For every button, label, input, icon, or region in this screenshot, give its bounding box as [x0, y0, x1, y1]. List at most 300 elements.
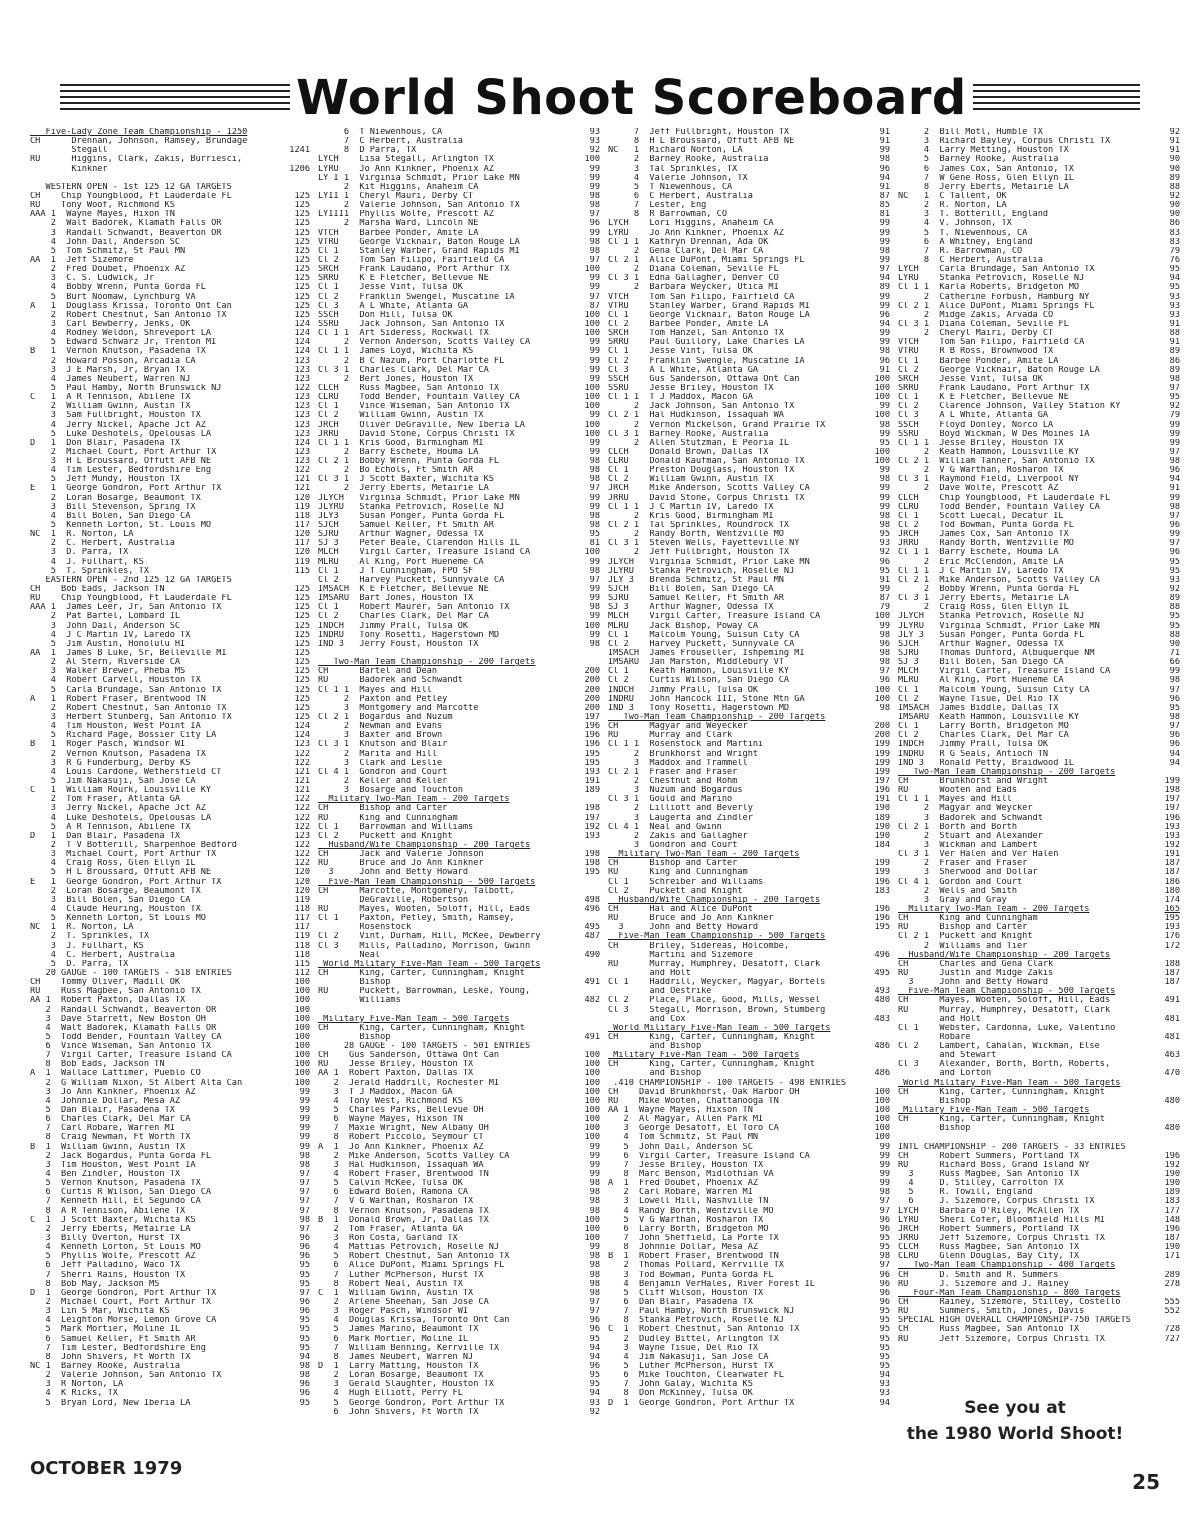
result-line: [30, 375, 310, 384]
score: 100: [874, 1087, 890, 1097]
result-line: [30, 1179, 310, 1188]
score: 98: [879, 420, 890, 430]
entry-text: 3 Billy Overton, Hurst TX: [30, 1234, 181, 1244]
score: 197: [584, 813, 600, 823]
result-line: [318, 978, 600, 987]
result-line: [30, 795, 310, 804]
result-line: [898, 969, 1180, 978]
entry-text: C 1 A R Tennison, Abilene TX: [30, 393, 191, 403]
score: 100: [584, 548, 600, 558]
entry-text: 5 Todd Bender, Fountain Valley CA: [30, 1032, 222, 1042]
entry-text: 3 Herbert Stunberg, San Antonio TX: [30, 713, 232, 722]
score: 117: [294, 923, 310, 933]
result-line: [318, 347, 600, 356]
score: 92: [879, 548, 890, 558]
score: 87: [589, 301, 600, 311]
entry-text: Martini and Sizemore: [608, 950, 753, 960]
result-line: [318, 1124, 600, 1133]
result-line: [318, 713, 600, 722]
score: 98: [589, 1197, 600, 1207]
score: 96: [299, 1298, 310, 1307]
result-line: [898, 823, 1180, 832]
entry-text: Military Two-Man Team - 200 Targets: [318, 795, 510, 805]
score: 124: [294, 347, 310, 357]
entry-text: and Cox: [608, 1014, 686, 1024]
result-line: [608, 969, 890, 978]
score: 186: [1164, 877, 1180, 887]
score: 122: [294, 822, 310, 832]
score: 118: [294, 904, 310, 914]
result-line: [608, 247, 890, 256]
score: 120: [294, 530, 310, 540]
entry-text: C 1 Robert Chestnut, San Antonio TX: [608, 1325, 800, 1335]
score: 99: [589, 164, 600, 174]
result-line: [30, 1225, 310, 1234]
result-line: [608, 759, 890, 768]
entry-text: 4 Benjamin VerHales, River Forest IL: [608, 1279, 815, 1289]
entry-text: 3 Dave Starrett, New Boston OH: [30, 1014, 206, 1024]
entry-text: Cl 1 Jesse Vint, Tulsa OK: [608, 347, 753, 357]
result-line: [608, 146, 890, 155]
result-line: [898, 265, 1180, 274]
result-line: [898, 375, 1180, 384]
entry-text: 5 Kenneth Lorton, St. Louis MO: [30, 521, 212, 531]
result-line: [318, 1143, 600, 1152]
score: 95: [589, 1380, 600, 1390]
score: 100: [874, 411, 890, 421]
score: [284, 128, 310, 137]
result-line: [30, 238, 310, 247]
score: 96: [879, 1224, 890, 1234]
score: 99: [589, 1243, 600, 1253]
score: 97: [589, 1298, 600, 1307]
score: 125: [294, 191, 310, 201]
score: 187: [1164, 859, 1180, 869]
score: 555: [1164, 1298, 1180, 1307]
score: 125: [294, 658, 310, 668]
score: 193: [584, 831, 600, 841]
entry-text: JLYRU Stanka Petrovich, Roselle NJ: [318, 502, 505, 512]
result-line: [30, 969, 310, 978]
score: 122: [294, 840, 310, 850]
score: 96: [879, 1215, 890, 1225]
entry-text: 3 Tod Bowman, Punta Gorda FL: [608, 1270, 774, 1280]
result-line: [30, 1353, 310, 1362]
score: 482: [584, 996, 600, 1006]
score: 123: [294, 411, 310, 421]
result-line: [898, 1307, 1180, 1316]
result-line: [318, 1335, 600, 1344]
score: [1154, 1088, 1180, 1097]
score: 193: [1164, 831, 1180, 841]
score: 83: [1169, 228, 1180, 238]
result-line: [318, 375, 600, 384]
entry-text: 3 Roger Pasch, Windsor WI: [318, 1307, 469, 1317]
entry-text: CLCH Russ Magbee, San Antonio TX: [898, 1243, 1080, 1253]
section-heading: [898, 1079, 1180, 1088]
result-line: [318, 1252, 600, 1261]
entry-text: 5 D. Parra, TX: [30, 959, 129, 969]
score: 97: [299, 1188, 310, 1198]
score: [864, 1051, 890, 1060]
result-line: [318, 548, 600, 557]
result-line: [608, 201, 890, 210]
score: 100: [584, 1124, 600, 1134]
entry-text: 3 John Dail, Anderson SC: [30, 621, 181, 631]
result-line: [30, 722, 310, 731]
score: 99: [589, 594, 600, 604]
entry-text: CH Bishop and Carter: [608, 859, 738, 869]
score: 125: [294, 301, 310, 311]
result-line: [30, 1051, 310, 1060]
entry-text: RU Chip Youngblood, Ft Lauderdale FL: [30, 594, 232, 604]
score: 87: [879, 191, 890, 201]
score: 123: [294, 447, 310, 457]
result-line: [898, 1133, 1180, 1142]
result-line: [30, 1015, 310, 1024]
score: 200: [874, 722, 890, 732]
score: 99: [879, 329, 890, 339]
result-line: [30, 649, 310, 658]
entry-text: RU Higgins, Clark, Zakis, Burriesci,: [30, 155, 243, 165]
score: 95: [1169, 612, 1180, 622]
score: 99: [589, 374, 600, 384]
score: 99: [589, 182, 600, 192]
entry-text: CH Rainey, Sizemore, Stilley, Costello: [898, 1298, 1121, 1307]
result-line: [30, 1079, 310, 1088]
score: 93: [1169, 292, 1180, 302]
result-line: [608, 987, 890, 996]
score: 196: [874, 904, 890, 914]
result-line: [608, 777, 890, 786]
entry-text: 2 R. Norton, LA: [898, 201, 1007, 211]
entry-text: 2 Fred Doubet, Phoenix AZ: [30, 265, 186, 275]
result-line: [608, 430, 890, 439]
result-line: [608, 1088, 890, 1097]
entry-text: 2 Vernon Knutson, Pasadena TX: [30, 749, 206, 759]
result-line: [608, 347, 890, 356]
score: 124: [294, 319, 310, 329]
entry-text: Cl 3 Stegall, Morrison, Brown, Stumberg: [608, 1005, 826, 1015]
result-line: [30, 137, 310, 146]
result-line: [608, 960, 890, 969]
score: 97: [1169, 539, 1180, 549]
score: 97: [1169, 447, 1180, 457]
result-line: [608, 905, 890, 914]
entry-text: 3 George Desatoff, El Toro CA: [608, 1124, 779, 1134]
score: 99: [299, 1096, 310, 1106]
entry-text: 4 Bill Bolen, San Diego CA: [30, 511, 191, 521]
score: 96: [299, 1307, 310, 1317]
score: 100: [584, 1224, 600, 1234]
entry-text: INDRU Tony Rosetti, Hagerstown MD: [318, 630, 500, 640]
result-line: [608, 448, 890, 457]
result-line: [318, 393, 600, 402]
score: 95: [879, 566, 890, 576]
result-line: [608, 384, 890, 393]
entry-text: 5 James Marino, Beaumont TX: [318, 1325, 479, 1335]
result-line: [318, 302, 600, 311]
result-line: [898, 1033, 1180, 1042]
score: 98: [589, 1270, 600, 1280]
score: 123: [294, 457, 310, 467]
entry-text: 2 Jack Bogardus, Punta Gorda FL: [30, 1151, 212, 1161]
result-line: [30, 421, 310, 430]
score: 100: [584, 329, 600, 339]
result-line: [318, 174, 600, 183]
entry-text: 2 Paxton and Petley: [318, 694, 448, 704]
result-line: [898, 210, 1180, 219]
entry-text: 5 John Dail, Anderson SC: [608, 1142, 753, 1152]
result-line: [898, 247, 1180, 256]
result-line: [318, 146, 600, 155]
entry-text: 3 Jerry Nickel, Apache Jct AZ: [30, 804, 206, 814]
entry-text: AA 1 Jeff Sizemore: [30, 255, 134, 265]
entry-text: VTCH Tom San Filipo, Fairfield CA: [608, 292, 795, 302]
result-line: [318, 466, 600, 475]
entry-text: 7 Virgil Carter, Treasure Island CA: [30, 1051, 232, 1061]
entry-text: SJ 3 Arthur Wagner, Odessa TX: [608, 603, 774, 613]
score: [1154, 1115, 1180, 1124]
section-heading: [30, 128, 310, 137]
section-heading: [318, 960, 600, 969]
result-line: [318, 1261, 600, 1270]
score: 79: [879, 603, 890, 613]
entry-text: LYRU Sheri Cofer, Bloomfield Hills MI: [898, 1215, 1105, 1225]
entry-text: CH Mayes, Wooten, Soloff, Hill, Eads: [898, 996, 1111, 1006]
entry-text: VTCH Barbee Ponder, Amite LA: [318, 228, 479, 238]
entry-text: 7 Lester, Eng: [608, 201, 707, 211]
score: 123: [294, 429, 310, 439]
entry-text: E 1 George Gondron, Port Arthur TX: [30, 877, 222, 887]
score: 99: [589, 612, 600, 622]
score: 91: [1169, 137, 1180, 147]
score: 88: [1169, 182, 1180, 192]
score: 96: [1169, 466, 1180, 476]
score: 463: [1164, 1051, 1180, 1061]
score: 96: [1169, 548, 1180, 558]
entry-text: 5 Vernon Knutson, Pasadena TX: [30, 1179, 201, 1189]
entry-text: D 1 Don Blair, Pasadena TX: [30, 438, 181, 448]
score: 99: [879, 301, 890, 311]
result-line: [30, 1380, 310, 1389]
score: 95: [299, 1270, 310, 1280]
result-line: [30, 1271, 310, 1280]
entry-text: Cl 3 1 Raymond Field, Liverpool NY: [898, 475, 1080, 485]
result-line: [898, 155, 1180, 164]
result-line: [898, 1252, 1180, 1261]
result-line: [898, 238, 1180, 247]
result-line: [318, 421, 600, 430]
result-line: [608, 411, 890, 420]
entry-text: MLRU Jack Bishop, Poway CA: [608, 621, 759, 631]
result-line: [608, 676, 890, 685]
result-line: [30, 1335, 310, 1344]
result-line: [30, 923, 310, 932]
result-line: [318, 128, 600, 137]
score: 120: [294, 868, 310, 878]
result-line: [608, 585, 890, 594]
result-line: [30, 667, 310, 676]
result-line: [898, 1188, 1180, 1197]
score: 123: [294, 402, 310, 412]
result-line: [30, 786, 310, 795]
score: 91: [879, 575, 890, 585]
entry-text: Cl 1 1 James Loyd, Wichita KS: [318, 347, 474, 357]
score: 278: [1164, 1279, 1180, 1289]
score: 96: [879, 557, 890, 567]
entry-text: 4 John Dail, Anderson SC: [30, 237, 181, 247]
entry-text: Cl 1 Malcolm Young, Suisun City CA: [608, 630, 800, 640]
score: 89: [1169, 173, 1180, 183]
entry-text: 6 J. Sizemore, Corpus Christi TX: [898, 1197, 1095, 1207]
score: 99: [879, 621, 890, 631]
result-line: [318, 1408, 600, 1417]
score: 199: [874, 859, 890, 869]
entry-text: Cl 1 J T Cunningham, FPO SF: [318, 566, 474, 576]
result-line: [318, 155, 600, 164]
entry-text: 2 G William Nixon, St Albert Alta Can: [30, 1078, 243, 1088]
entry-text: INDCH Jimmy Prall, Tulsa OK: [608, 685, 759, 695]
result-line: [608, 402, 890, 411]
score: 97: [299, 1224, 310, 1234]
entry-text: 4 Luke Deshotels, Opelousas LA: [30, 813, 212, 823]
result-line: [30, 210, 310, 219]
score: 98: [589, 566, 600, 576]
entry-text: Cl 2 Barbee Ponder, Amite LA: [608, 319, 769, 329]
entry-text: B 1 Vernon Knutson, Pasadena TX: [30, 347, 206, 357]
result-line: [30, 430, 310, 439]
result-line: [318, 293, 600, 302]
entry-text: SJRU Thomas Dunford, Albuquerque NM: [898, 649, 1095, 659]
entry-text: 5 Luther McPherson, Hurst TX: [608, 1361, 774, 1371]
result-line: [318, 722, 600, 731]
entry-text: JLYRU Stanka Petrovich, Roselle NJ: [608, 566, 795, 576]
score: 198: [584, 859, 600, 869]
result-line: [30, 393, 310, 402]
score: 196: [1164, 1151, 1180, 1161]
score: 97: [589, 484, 600, 494]
entry-text: CH King, Carter, Cunningham, Knight: [898, 1115, 1105, 1125]
entry-text: Cl 2 1 Bobby Wrenn, Punta Gorda FL: [318, 457, 500, 467]
result-line: [898, 137, 1180, 146]
result-line: [898, 411, 1180, 420]
entry-text: 4 K Ricks, TX: [30, 1389, 118, 1399]
score: [574, 942, 600, 951]
entry-text: LYRU Stanka Petrovich, Roselle NJ: [898, 274, 1085, 284]
result-line: [898, 750, 1180, 759]
entry-text: Cl 2 William Gwinn, Austin TX: [608, 475, 774, 485]
score: [1154, 987, 1180, 996]
result-line: [608, 1380, 890, 1389]
entry-text: 2 Midge Zakis, Arvada CO: [898, 310, 1054, 320]
score: [284, 174, 310, 183]
result-line: [608, 996, 890, 1005]
result-line: [608, 174, 890, 183]
score: 195: [1164, 914, 1180, 924]
score: 95: [1169, 621, 1180, 631]
score: 94: [879, 274, 890, 284]
entry-text: 6 A Whitney, England: [898, 237, 1033, 247]
entry-text: 2 Catherine Forbush, Hamburg NY: [898, 292, 1090, 302]
result-line: [898, 722, 1180, 731]
result-line: [318, 576, 600, 585]
entry-text: JRRU Randy Borth, Wentzville MO: [898, 539, 1074, 549]
score: 120: [294, 886, 310, 896]
result-line: [30, 987, 310, 996]
entry-text: EASTERN OPEN - 2nd 125 12 GA TARGETS: [30, 575, 232, 585]
result-line: [318, 951, 600, 960]
score: 93: [589, 137, 600, 147]
entry-text: AA 1 Robert Paxton, Dallas TX: [318, 1069, 474, 1079]
result-line: [608, 1225, 890, 1234]
entry-text: Stegall: [30, 146, 108, 156]
entry-text: 6 T Niewenhous, CA: [318, 128, 443, 137]
result-line: [898, 649, 1180, 658]
score: 99: [879, 429, 890, 439]
entry-text: Cl 4 1 Gondron and Court: [318, 767, 448, 777]
score: 98: [589, 246, 600, 256]
entry-text: 2 Keller and Keller: [318, 776, 448, 786]
entry-text: 3 Sam Fullbright, Houston TX: [30, 411, 201, 421]
entry-text: 6 Samuel Keller, Ft Smith AR: [30, 1334, 196, 1344]
result-line: [608, 841, 890, 850]
result-line: [898, 832, 1180, 841]
score: 100: [584, 1234, 600, 1244]
section-heading: [898, 987, 1180, 996]
entry-text: 6 Dan Blair, Pasadena TX: [608, 1298, 753, 1307]
result-line: [898, 814, 1180, 823]
entry-text: 8 Jerry Eberts, Metairie LA: [898, 182, 1069, 192]
score: 148: [1164, 1215, 1180, 1225]
score: 94: [879, 1371, 890, 1381]
score: 727: [1164, 1334, 1180, 1344]
result-line: [318, 585, 600, 594]
entry-text: RU Badorek and Schwandt: [318, 676, 463, 686]
result-line: [30, 1325, 310, 1334]
entry-text: 6 Wayne Mayes, Hixson TN: [318, 1115, 463, 1125]
score: 100: [874, 1133, 890, 1143]
result-line: [898, 1298, 1180, 1307]
section-heading: [608, 850, 890, 859]
entry-text: Cl 2 Clarence Johnson, Valley Station KY: [898, 402, 1121, 412]
entry-text: 2 Cheryl Mairi, Derby CT: [898, 329, 1054, 339]
entry-text: CH King, Carter, Cunningham, Knight: [608, 1060, 815, 1070]
score: [574, 969, 600, 978]
entry-text: 3 Tal Sprinkles, TX: [608, 164, 738, 174]
score: 92: [1169, 402, 1180, 412]
score: 1241: [289, 146, 310, 156]
score: 95: [879, 1234, 890, 1244]
result-line: [898, 567, 1180, 576]
entry-text: RU Bruce and Jo Ann Kinkner: [318, 859, 484, 869]
score: 99: [879, 1160, 890, 1170]
result-line: [608, 293, 890, 302]
entry-text: RU Jeff Sizemore, Corpus Christi TX: [898, 1334, 1105, 1344]
result-line: [30, 1371, 310, 1380]
result-line: [318, 247, 600, 256]
result-line: [608, 695, 890, 704]
result-line: [608, 887, 890, 896]
result-line: [608, 1271, 890, 1280]
result-line: [30, 777, 310, 786]
score: 99: [879, 1170, 890, 1180]
score: 481: [1164, 1014, 1180, 1024]
score: 94: [1169, 475, 1180, 485]
result-line: [608, 539, 890, 548]
result-line: [608, 1060, 890, 1069]
score: [574, 649, 600, 658]
